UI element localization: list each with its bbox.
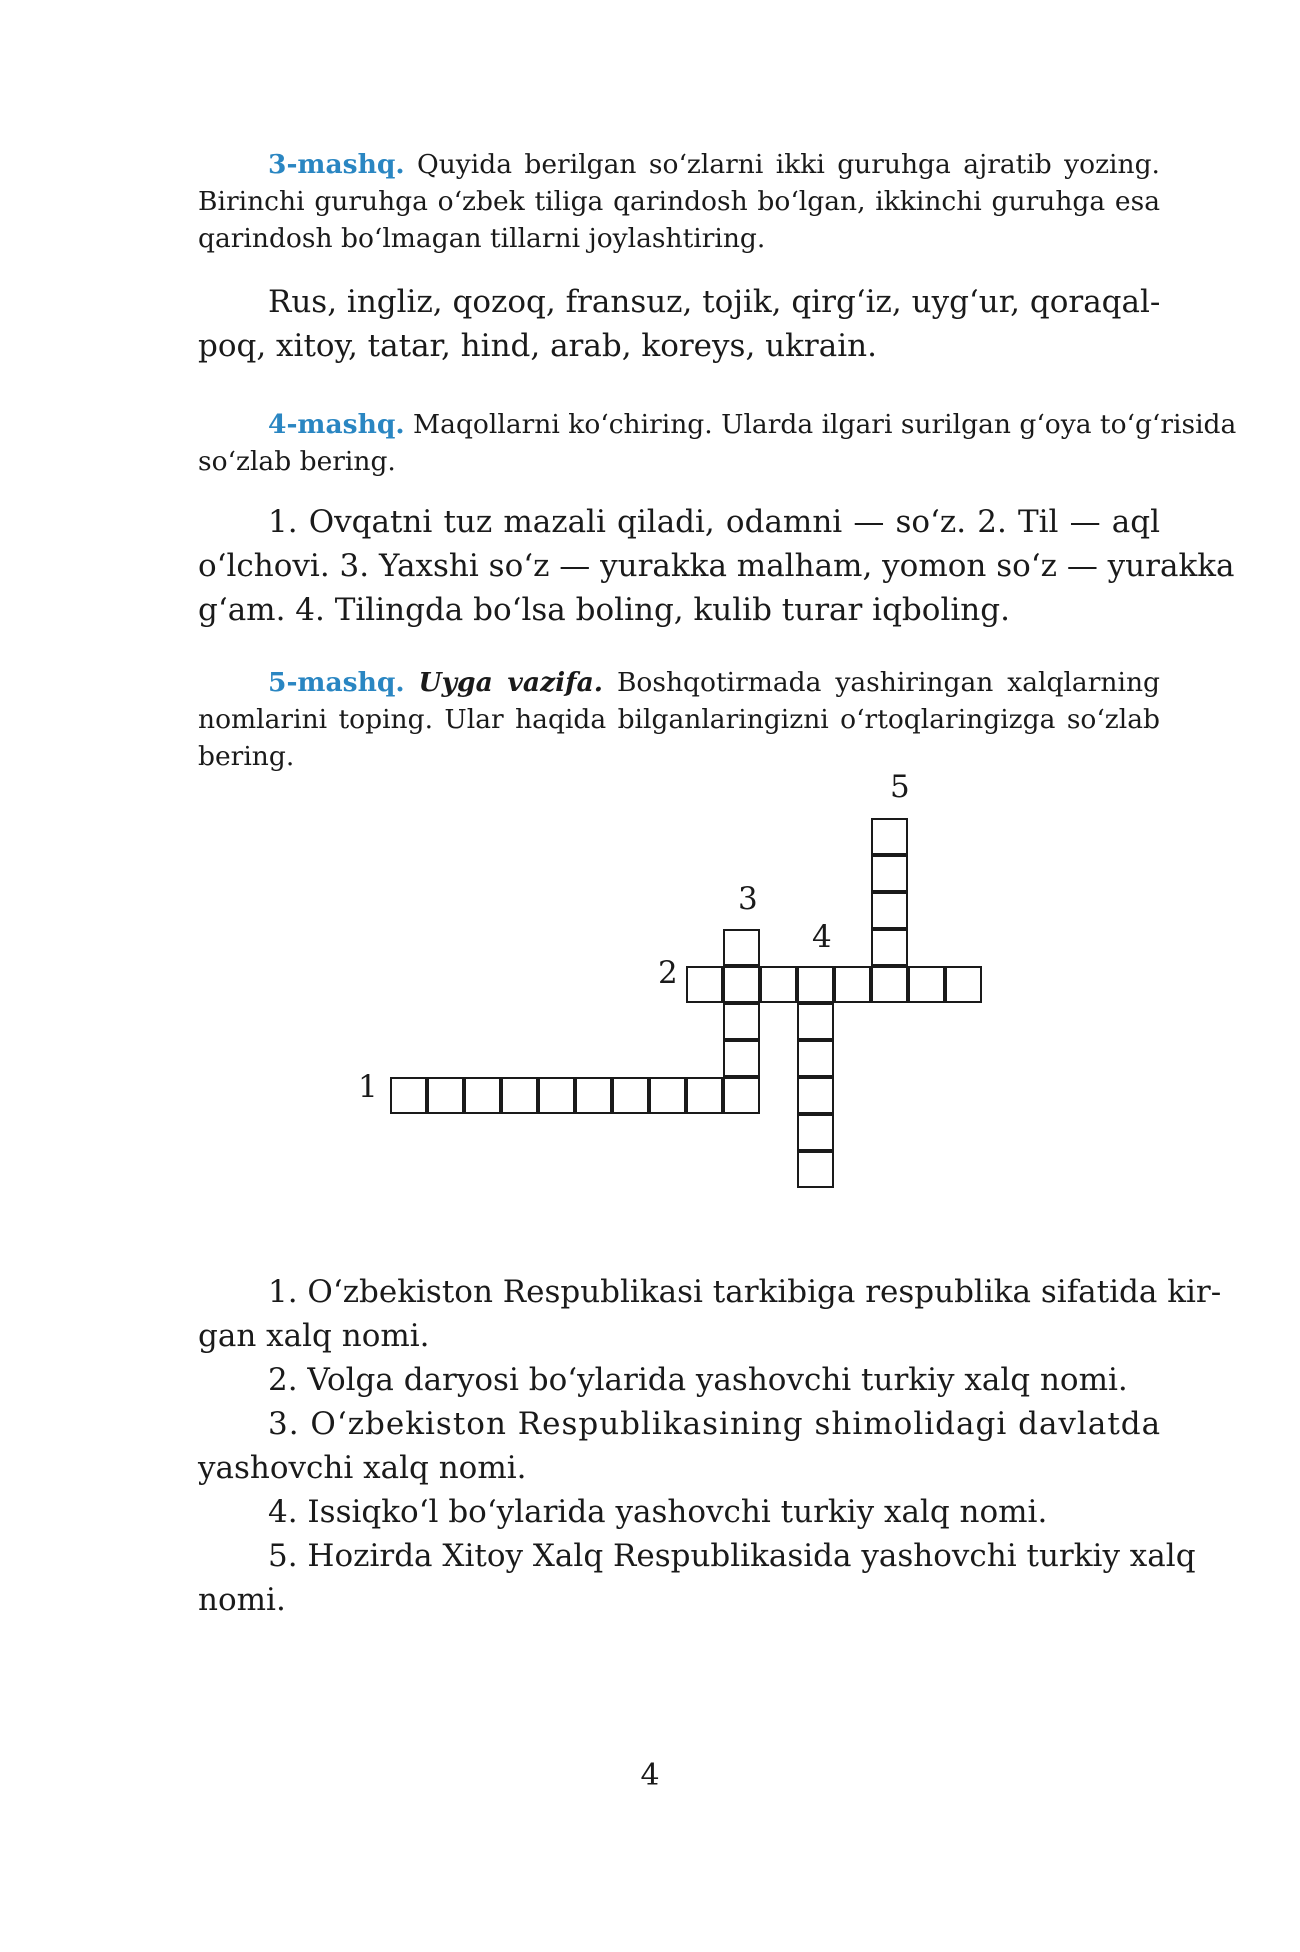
exercise-4-instructions <box>198 406 1237 480</box>
crossword-cell-word-2 <box>797 966 834 1003</box>
clue-5-line-1: 5. Hozirda Xitoy Xalq Respublikasida yashovchi turkiy xalq <box>268 1538 1196 1574</box>
crossword-cell-word-1 <box>501 1077 538 1114</box>
crossword-number-3: 3 <box>738 881 758 917</box>
crossword-cell-word-2 <box>686 966 723 1003</box>
crossword-number-5: 5 <box>890 769 910 805</box>
crossword-cell-word-5 <box>871 892 908 929</box>
crossword-cell-word-5 <box>871 855 908 892</box>
crossword-cell-word-4 <box>797 1151 834 1188</box>
clue-3-line-1: 3. O‘zbekiston Respublikasining shimolidagi davlatda <box>268 1406 1162 1442</box>
crossword-number-1: 1 <box>358 1069 378 1105</box>
crossword-number-2: 2 <box>658 955 678 991</box>
crossword-cell-word-1 <box>427 1077 464 1114</box>
exercise-5-text-line-2: nomlarini toping. Ular haqida bilganlaringizni o‘rtoqlaringizga so‘zlab <box>198 704 1160 735</box>
word-list-line-1: Rus, ingliz, qozoq, fransuz, tojik, qirg‘iz, uyg‘ur, qoraqal- <box>268 284 1161 320</box>
crossword-cell-word-1 <box>464 1077 501 1114</box>
crossword-cell-word-1 <box>390 1077 427 1114</box>
exercise-4-text-line-2: so‘zlab bering. <box>198 446 396 477</box>
crossword-cell-word-1 <box>538 1077 575 1114</box>
exercise-3-text-line-1: Quyida berilgan so‘zlarni ikki guruhga ajratib yozing. <box>417 149 1160 180</box>
page-number: 4 <box>640 1758 660 1793</box>
exercise-3-word-list <box>198 280 1160 368</box>
exercise-5-text-line-3: bering. <box>198 741 295 772</box>
crossword-clues <box>198 1270 1222 1622</box>
clue-4: 4. Issiqko‘l bo‘ylarida yashovchi turkiy xalq nomi. <box>268 1494 1048 1530</box>
exercise-3-text-line-3: qarindosh bo‘lmagan tillarni joylashtiring. <box>198 223 766 254</box>
proverbs-line-1: 1. Ovqatni tuz mazali qiladi, odamni — so‘z. 2. Til — aql <box>268 504 1160 540</box>
crossword-cell-word-4 <box>797 1077 834 1114</box>
crossword-cell-word-2 <box>945 966 982 1003</box>
clue-1-line-1: 1. O‘zbekiston Respublikasi tarkibiga respublika sifatida kir- <box>268 1274 1222 1310</box>
exercise-5-instructions <box>198 664 1160 775</box>
exercise-4-text-line-1: Maqollarni ko‘chiring. Ularda ilgari surilgan g‘oya to‘g‘risida <box>413 409 1237 440</box>
clue-1-line-2: gan xalq nomi. <box>198 1318 430 1354</box>
exercise-5-text-line-1: Boshqotirmada yashiringan xalqlarning <box>616 667 1160 698</box>
exercise-4-label: 4-mashq. <box>268 409 405 440</box>
crossword-cell-word-2 <box>723 966 760 1003</box>
clue-2: 2. Volga daryosi bo‘ylarida yashovchi turkiy xalq nomi. <box>268 1362 1128 1398</box>
crossword-cell-word-1 <box>723 1077 760 1114</box>
crossword-cell-word-5 <box>871 929 908 966</box>
proverbs-line-3: g‘am. 4. Tilingda bo‘lsa boling, kulib turar iqboling. <box>198 592 1010 628</box>
crossword-cell-word-1 <box>612 1077 649 1114</box>
crossword-cell-word-3 <box>723 1003 760 1040</box>
exercise-3-instructions <box>198 146 1160 257</box>
crossword-cell-word-2 <box>908 966 945 1003</box>
crossword-cell-word-3 <box>723 1040 760 1077</box>
crossword-cell-word-1 <box>575 1077 612 1114</box>
crossword-cell-word-1 <box>649 1077 686 1114</box>
exercise-5-task-label: Uyga vazifa. <box>418 667 603 698</box>
crossword-cell-word-4 <box>797 1003 834 1040</box>
exercise-3-label: 3-mashq. <box>268 149 405 180</box>
crossword-cell-word-1 <box>686 1077 723 1114</box>
word-list-line-2: poq, xitoy, tatar, hind, arab, koreys, ukrain. <box>198 328 877 364</box>
clue-3-line-2: yashovchi xalq nomi. <box>198 1450 527 1486</box>
crossword-cell-word-2 <box>871 966 908 1003</box>
exercise-4-proverbs <box>198 500 1235 632</box>
crossword-cell-word-4 <box>797 1040 834 1077</box>
crossword-number-4: 4 <box>812 919 832 955</box>
crossword-cell-word-3 <box>723 929 760 966</box>
exercise-5-label: 5-mashq. <box>268 667 405 698</box>
exercise-3-text-line-2: Birinchi guruhga o‘zbek tiliga qarindosh bo‘lgan, ikkinchi guruhga esa <box>198 186 1160 217</box>
proverbs-line-2: o‘lchovi. 3. Yaxshi so‘z — yurakka malham, yomon so‘z — yurakka <box>198 548 1235 584</box>
clue-5-line-2: nomi. <box>198 1582 286 1618</box>
crossword-cell-word-4 <box>797 1114 834 1151</box>
crossword-cell-word-2 <box>834 966 871 1003</box>
crossword-cell-word-2 <box>760 966 797 1003</box>
crossword-cell-word-5 <box>871 818 908 855</box>
